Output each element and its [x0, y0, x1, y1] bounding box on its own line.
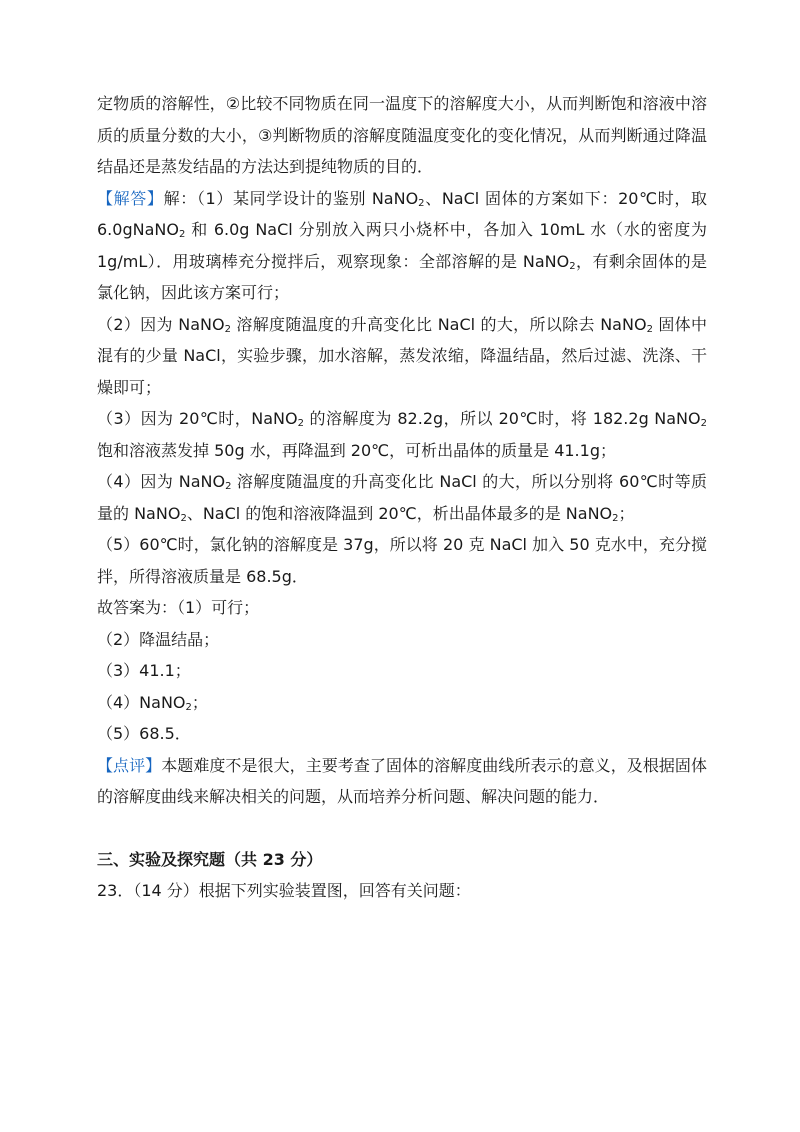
comment-paragraph: [97, 750, 707, 813]
summary-answer-4: [97, 687, 707, 719]
subscript: 2: [612, 512, 619, 524]
summary-answer-4-punct: ；: [191, 692, 208, 712]
document-page: [97, 88, 707, 906]
question-23: 23．（14 分）根据下列实验装置图，回答有关问题：: [97, 880, 471, 900]
answer-1-text-c: 和 6.0g NaCl 分别放入两只小烧杯中，各加入 10mL 水（水的密度为1g/mL）．用玻璃棒充分搅拌后，观察现象：全部溶解的是 NaNO: [97, 220, 707, 271]
subscript: 2: [224, 323, 231, 335]
subscript: 2: [297, 418, 304, 429]
comment-text: 本题难度不是很大，主要考查了固体的溶解度曲线所表示的意义，及根据固体的溶解度曲线来解决相关的问题，从而培养分析问题、解决问题的能力．: [97, 755, 707, 806]
answer-1-text-b: 、NaCl 固体的方案如下：20℃时，取 6.0gNaNO: [97, 188, 707, 239]
subscript: 2: [700, 418, 707, 429]
subscript: 2: [180, 512, 187, 524]
subscript: 2: [178, 229, 186, 240]
answer-4-text-b: 溶解度随温度的升高变化比 NaCl 的大，所以分别将 60℃时等质量的 NaNO: [97, 472, 707, 523]
answer-4-text-c: 、NaCl 的饱和溶液降温到 20℃，析出晶体最多的是 NaNO: [186, 503, 613, 523]
answer-2-text-a: （2）因为 NaNO: [97, 314, 225, 334]
answer-1-text-d: ，有剩余固体的是氯化钠，因此该方案可行；: [97, 251, 707, 302]
intro-line-3: 降温结晶还是蒸发结晶的方法达到提纯物质的目的．: [97, 125, 707, 176]
summary-answer-3: （3）41.1；: [97, 661, 191, 680]
answer-2-text-b: 溶解度随温度的升高变化比 NaCl 的大，所以除去 NaNO: [230, 314, 647, 334]
section-heading: 三、实验及探究题（共 23 分）: [97, 849, 323, 869]
summary-lead: 故答案为：（1）可行；: [97, 598, 260, 617]
intro-paragraph: [97, 88, 707, 183]
answer-part-1: [97, 183, 707, 309]
summary-answer-4-text: （4）NaNO: [97, 692, 186, 712]
section-spacer: [97, 813, 707, 844]
intro-line-2: 溶质的质量分数的大小，③判断物质的溶解度随温度变化的变化情况，从而判断通过: [97, 94, 707, 145]
answer-4-text-a: （4）因为 NaNO: [97, 472, 226, 491]
answer-part-2: [97, 309, 707, 404]
summary-answer-2: （2）降温结晶；: [97, 629, 220, 649]
answer-1-text-a: 解：（1）某同学设计的鉴别 NaNO: [163, 188, 419, 208]
summary-answer-5: （5）68.5．: [97, 724, 191, 743]
answer-3-text-c: 饱和溶液蒸发掉 50g 水，再降温到 20℃，可析出晶体的质量是 41.1g；: [97, 440, 616, 460]
answer-2-text-c: 固体中混有的少量 NaCl，实验步骤，加水溶解，蒸发浓缩，降温结晶，然后过滤、洗涤、干燥即可；: [97, 314, 708, 397]
subscript: 2: [646, 323, 653, 335]
intro-line-1: 定物质的溶解性，②比较不同物质在同一温度下的溶解度大小，从而判断饱和溶液中: [97, 94, 691, 113]
answer-part-5: （5）60℃时，氯化钠的溶解度是 37g，所以将 20 克 NaCl 加入 50 克水中，充分搅拌，所得溶液质量是 68.5g．: [97, 535, 707, 586]
subscript: 2: [418, 197, 425, 209]
answer-part-4: [97, 466, 707, 529]
subscript: 2: [225, 481, 232, 492]
answer-tag: 【解答】: [97, 188, 164, 208]
answer-3-text-b: 的溶解度为 82.2g，所以 20℃时，将 182.2g NaNO: [303, 409, 701, 428]
answer-4-text-d: ；: [618, 503, 635, 523]
answer-part-3: [97, 403, 707, 466]
comment-tag: 【点评】: [97, 755, 162, 775]
subscript: 2: [185, 701, 192, 713]
subscript: 2: [569, 260, 576, 272]
answer-3-text-a: （3）因为 20℃时，NaNO: [97, 409, 298, 428]
